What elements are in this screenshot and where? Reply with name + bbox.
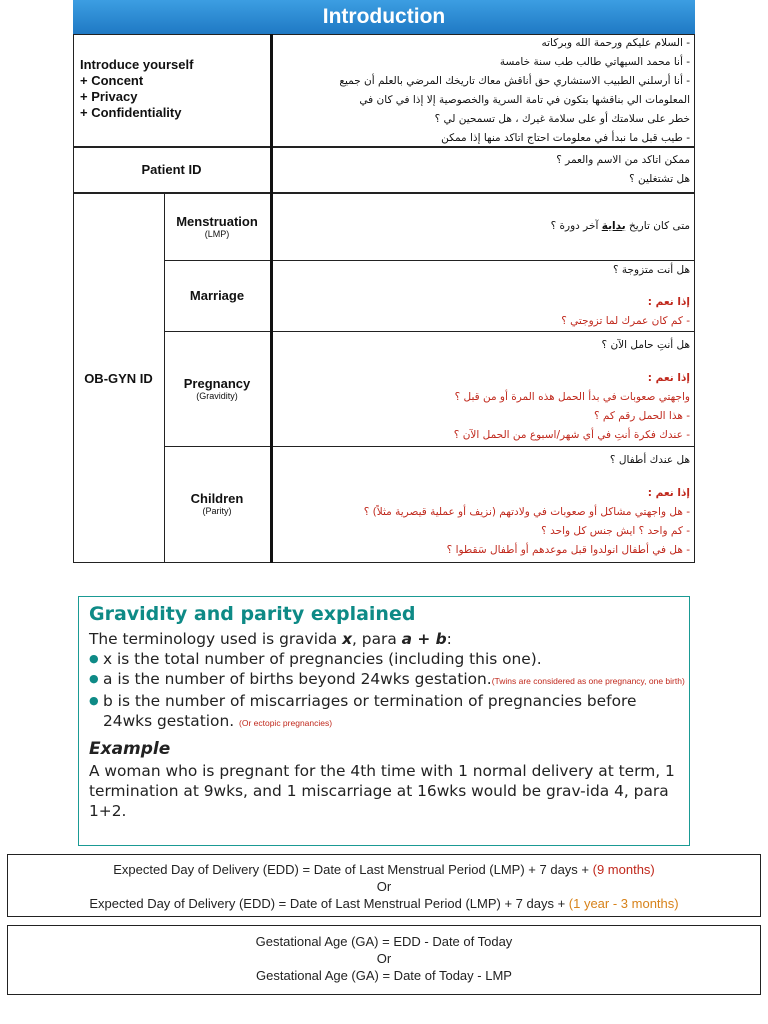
children-follow: - كم واحد ؟ ايش جنس كل واحد ؟: [541, 525, 690, 537]
edd-text: Expected Day of Delivery (EDD) = Date of Last Menstrual Period (LMP) + 7 days +: [89, 896, 569, 911]
ga-box: [7, 925, 761, 995]
children-if-yes: إذا نعم :: [647, 487, 690, 499]
menstruation-q-post: آخر دورة ؟: [550, 220, 602, 232]
intro-label-line: + Concent: [80, 73, 144, 88]
menstruation-question: [278, 217, 690, 236]
pregnancy-label: Pregnancy: [183, 376, 251, 391]
divider: [73, 34, 74, 563]
ectopic-note: (Or ectopic pregnancies): [239, 718, 333, 728]
intro-x: x: [342, 630, 353, 648]
menstruation-label-block: [164, 214, 270, 239]
divider: [73, 192, 695, 194]
intro-line: خطر على سلامتك أو على سلامة غيرك ، هل تسمحين لي ؟: [434, 113, 690, 125]
children-follow: - هل في أطفال انولدوا قبل موعدهم أو أطفال سَقطوا ؟: [446, 544, 690, 556]
gravidity-bullets: [89, 649, 685, 733]
marriage-label: Marriage: [189, 288, 245, 303]
children-label: Children: [190, 491, 244, 506]
obgyn-label: OB-GYN ID: [84, 371, 153, 386]
edd-months: (9 months): [592, 862, 655, 877]
pregnancy-follow: واجهتي صعوبات في بدأ الحمل هذه المرة أو من قبل ؟: [454, 391, 690, 403]
menstruation-sub: (LMP): [204, 229, 230, 239]
pregnancy-questions: [278, 336, 690, 445]
divider: [164, 331, 695, 332]
intro-label-line: + Confidentiality: [80, 105, 182, 120]
patient-id-line: ممكن اتاكد من الاسم والعمر ؟: [556, 154, 690, 166]
pregnancy-follow: - هذا الحمل رقم كم ؟: [594, 410, 690, 422]
children-label-block: [164, 491, 270, 516]
intro-text: , para: [352, 630, 402, 648]
edd-box: [7, 854, 761, 917]
intro-label: [80, 57, 265, 121]
intro-line: - أنا محمد السيهاتي طالب طب سنة خامسة: [499, 56, 690, 68]
ga-line-1: Gestational Age (GA) = EDD - Date of Today: [255, 934, 513, 949]
example-heading: Example: [89, 739, 171, 759]
children-questions: [278, 451, 690, 560]
children-sub: (Parity): [202, 506, 232, 516]
intro-label-line: + Privacy: [80, 89, 138, 104]
gravidity-parity-box: [78, 596, 690, 846]
gravidity-title: Gravidity and parity explained: [89, 603, 416, 625]
edd-or: Or: [376, 879, 392, 894]
patient-id-label: Patient ID: [141, 162, 202, 177]
bullet-text: a is the number of births beyond 24wks gestation.: [103, 670, 492, 688]
intro-text: :: [446, 630, 452, 648]
bullet-b: [103, 691, 679, 733]
children-q: هل عندك أطفال ؟: [609, 454, 690, 466]
marriage-q: هل أنت متزوجة ؟: [612, 264, 690, 276]
ga-line-2: Gestational Age (GA) = Date of Today - LMP: [256, 968, 512, 983]
intro-text: The terminology used is gravida: [89, 630, 343, 648]
intro-script: [278, 34, 690, 148]
intro-line: المعلومات الي بناقشها بتكون في تامة السرية والخصوصية إلا إذا في كان في: [359, 94, 690, 106]
divider: [164, 446, 695, 447]
bullet-text: x is the total number of pregnancies (including this one).: [103, 650, 542, 668]
edd-year: (1 year - 3 months): [568, 896, 679, 911]
menstruation-label: Menstruation: [176, 214, 258, 229]
pregnancy-follow: - عندك فكرة أنتِ في أي شهر/اسبوع من الحمل الآن ؟: [453, 429, 690, 441]
menstruation-q-bold: بداية: [601, 220, 626, 232]
pregnancy-label-block: [164, 376, 270, 401]
marriage-questions: [278, 261, 690, 331]
bullet-x: [103, 649, 679, 669]
pregnancy-if-yes: إذا نعم :: [647, 372, 690, 384]
pregnancy-sub: (Gravidity): [196, 391, 238, 401]
divider: [694, 34, 695, 563]
intro-label-line: Introduce yourself: [80, 57, 194, 72]
edd-line-2: [8, 895, 760, 912]
divider: [270, 34, 273, 563]
marriage-follow: - كم كان عمرك لما تزوجتي ؟: [561, 315, 690, 327]
gravidity-intro: [89, 629, 679, 649]
intro-line: - طيب قبل ما نبدأ في معلومات احتاج اتاكد منها إذا ممكن: [441, 132, 690, 144]
edd-text: Expected Day of Delivery (EDD) = Date of Last Menstrual Period (LMP) + 7 days +: [113, 862, 593, 877]
children-follow: - هل واجهتي مشاكل أو صعوبات في ولادتهم (نزيف أو عملية قيصرية مثلاً) ؟: [363, 506, 690, 518]
intro-line: - السلام عليكم ورحمة الله وبركاته: [541, 37, 690, 49]
twins-note: (Twins are considered as one pregnancy, one birth): [491, 676, 685, 686]
history-table: [73, 0, 695, 563]
table-header: Introduction: [73, 0, 695, 34]
bullet-a: [103, 669, 685, 691]
example-text: A woman who is pregnant for the 4th time with 1 normal delivery at term, 1 termination at 9wks, and 1 miscarriage at 16wks would be grav-ida 4, para 1+2.: [89, 762, 675, 820]
edd-line-1: [8, 861, 760, 878]
patient-id-line: هل تشتغلين ؟: [629, 173, 690, 185]
marriage-if-yes: إذا نعم :: [647, 296, 690, 308]
divider: [73, 562, 695, 563]
pregnancy-q: هل أنتِ حامل الآن ؟: [601, 339, 690, 351]
intro-ab: a + b: [401, 630, 447, 648]
intro-line: - أنا أرسلني الطبيب الاستشاري حق أناقش معاك تاريخك المرضي بالعلم أن جميع: [339, 75, 690, 87]
menstruation-q-pre: متى كان تاريخ: [625, 220, 690, 232]
bullet-text: b is the number of miscarriages or termination of pregnancies before 24wks gestation.: [103, 692, 637, 730]
ga-or: Or: [376, 951, 392, 966]
patient-id-questions: [278, 151, 690, 189]
